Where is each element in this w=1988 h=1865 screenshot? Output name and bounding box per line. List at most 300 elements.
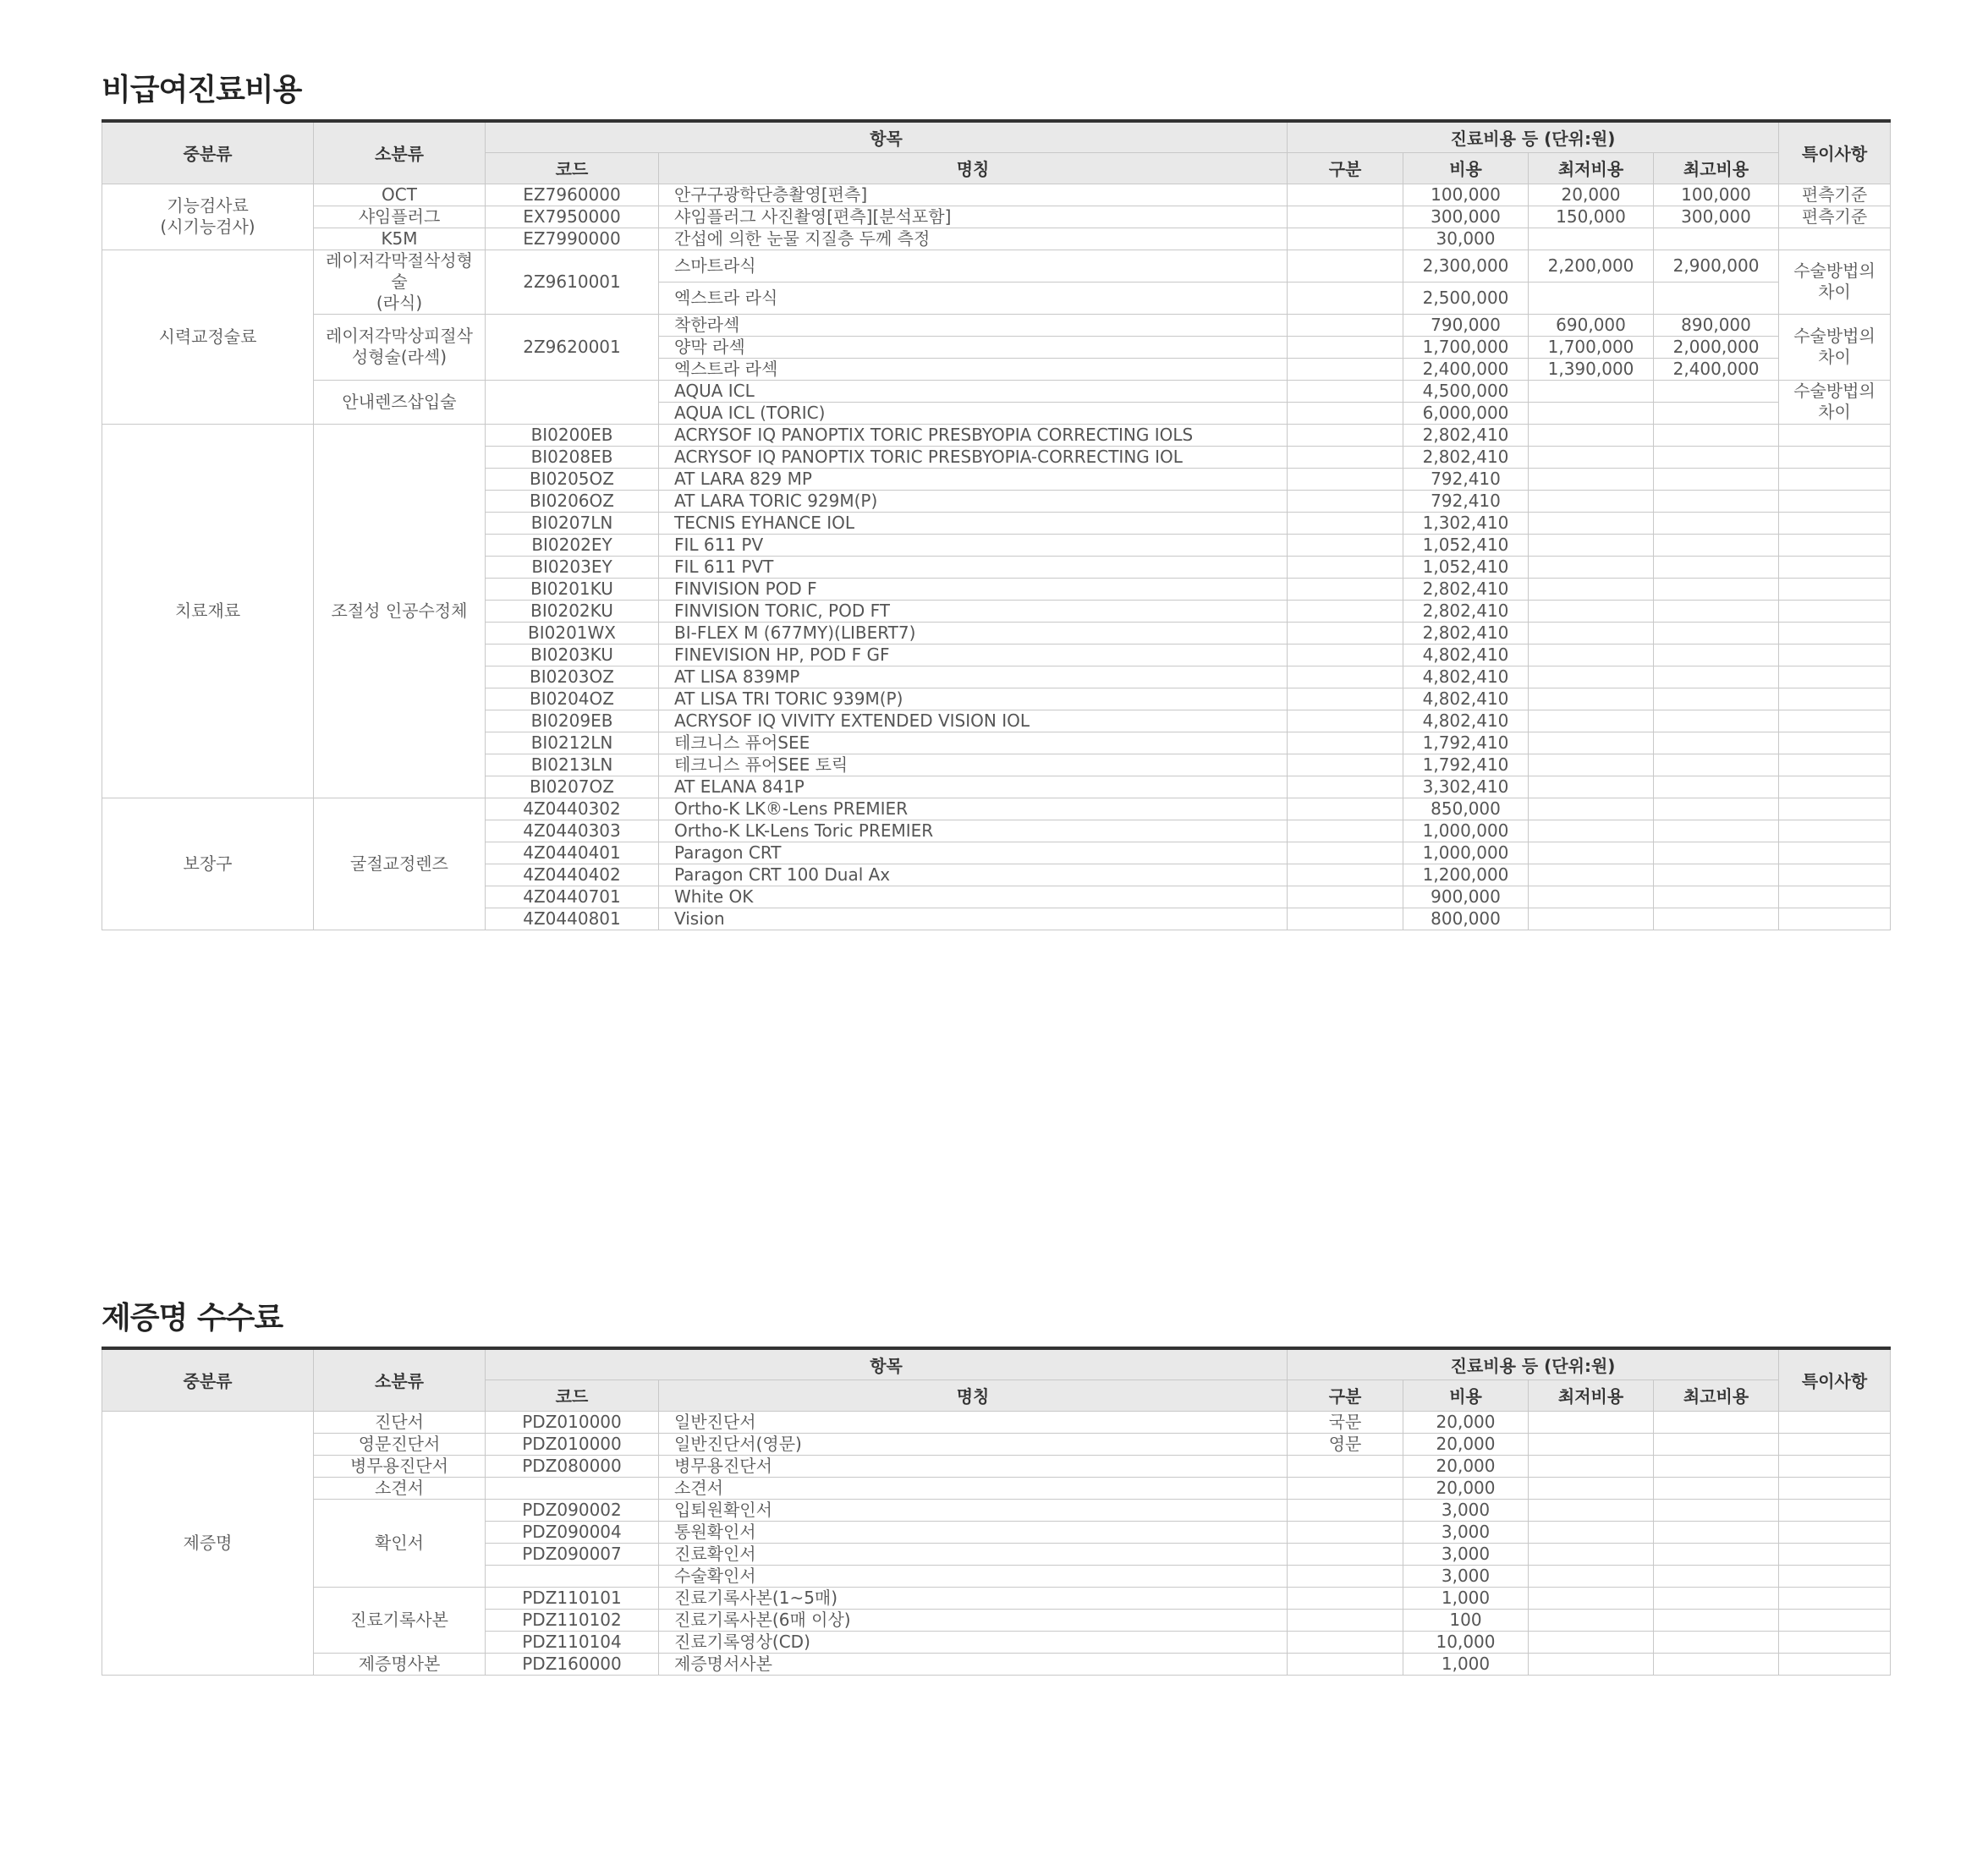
note-cell xyxy=(1779,228,1891,250)
note-cell: 수술방법의 차이 xyxy=(1779,380,1891,424)
col-header-code: 코드 xyxy=(486,1380,659,1411)
col-header-code: 코드 xyxy=(486,152,659,184)
code-cell: BI0212LN xyxy=(486,732,659,754)
max-cost-cell xyxy=(1654,490,1779,512)
table-row xyxy=(102,798,1891,820)
max-cost-cell xyxy=(1654,1609,1779,1631)
name-cell: 안구구광학단층촬영[편측] xyxy=(659,184,1288,206)
type-cell xyxy=(1288,250,1403,282)
max-cost-cell xyxy=(1654,446,1779,468)
name-cell: Paragon CRT xyxy=(659,842,1288,864)
name-cell: ACRYSOF IQ VIVITY EXTENDED VISION IOL xyxy=(659,710,1288,732)
min-cost-cell xyxy=(1529,732,1654,754)
code-cell: BI0202KU xyxy=(486,600,659,622)
note-cell: 수술방법의 차이 xyxy=(1779,314,1891,380)
cost-cell: 1,700,000 xyxy=(1403,336,1529,358)
max-cost-cell: 100,000 xyxy=(1654,184,1779,206)
code-cell xyxy=(486,1565,659,1587)
name-cell: White OK xyxy=(659,886,1288,908)
code-cell xyxy=(486,380,659,424)
min-cost-cell: 150,000 xyxy=(1529,206,1654,228)
max-cost-cell xyxy=(1654,424,1779,446)
type-cell: 영문 xyxy=(1288,1433,1403,1455)
type-cell xyxy=(1288,282,1403,314)
min-cost-cell xyxy=(1529,1653,1654,1675)
type-cell xyxy=(1288,1565,1403,1587)
max-cost-cell xyxy=(1654,1653,1779,1675)
table-row xyxy=(102,1433,1891,1455)
col-header-cost: 비용 xyxy=(1403,152,1529,184)
note-cell xyxy=(1779,1609,1891,1631)
code-cell: BI0203OZ xyxy=(486,666,659,688)
table-row xyxy=(102,314,1891,336)
note-cell xyxy=(1779,1477,1891,1499)
cost-cell: 3,000 xyxy=(1403,1521,1529,1543)
min-cost-cell xyxy=(1529,842,1654,864)
col-header-cost-group: 진료비용 등 (단위:원) xyxy=(1288,121,1779,152)
cost-cell: 3,000 xyxy=(1403,1543,1529,1565)
sub-category-cell: K5M xyxy=(314,228,486,250)
min-cost-cell xyxy=(1529,864,1654,886)
name-cell: FIL 611 PVT xyxy=(659,556,1288,578)
type-cell xyxy=(1288,468,1403,490)
type-cell xyxy=(1288,424,1403,446)
code-cell: EZ7990000 xyxy=(486,228,659,250)
name-cell: 테크니스 퓨어SEE 토릭 xyxy=(659,754,1288,776)
code-cell: 2Z9610001 xyxy=(486,250,659,314)
code-cell: BI0204OZ xyxy=(486,688,659,710)
type-cell xyxy=(1288,1543,1403,1565)
name-cell: FINVISION TORIC, POD FT xyxy=(659,600,1288,622)
cost-cell: 4,802,410 xyxy=(1403,666,1529,688)
name-cell: 스마트라식 xyxy=(659,250,1288,282)
section-title: 제증명 수수료 xyxy=(102,1301,283,1336)
non-covered-fees-table xyxy=(102,119,1891,930)
min-cost-cell xyxy=(1529,1587,1654,1609)
name-cell: Ortho-K LK®-Lens PREMIER xyxy=(659,798,1288,820)
max-cost-cell xyxy=(1654,380,1779,402)
cost-cell: 792,410 xyxy=(1403,468,1529,490)
note-cell xyxy=(1779,1521,1891,1543)
max-cost-cell xyxy=(1654,1521,1779,1543)
min-cost-cell xyxy=(1529,666,1654,688)
table-row xyxy=(102,1653,1891,1675)
min-cost-cell xyxy=(1529,1455,1654,1477)
type-cell xyxy=(1288,534,1403,556)
min-cost-cell xyxy=(1529,1631,1654,1653)
code-cell: PDZ110104 xyxy=(486,1631,659,1653)
mid-category-cell: 기능검사료 (시기능검사) xyxy=(102,184,314,250)
cost-cell: 792,410 xyxy=(1403,490,1529,512)
min-cost-cell: 1,390,000 xyxy=(1529,358,1654,380)
type-cell xyxy=(1288,864,1403,886)
col-header-sub-category: 소분류 xyxy=(314,1348,486,1411)
note-cell xyxy=(1779,1433,1891,1455)
code-cell: 4Z0440303 xyxy=(486,820,659,842)
cost-cell: 1,052,410 xyxy=(1403,556,1529,578)
code-cell: 4Z0440701 xyxy=(486,886,659,908)
sub-category-cell: 확인서 xyxy=(314,1499,486,1587)
note-cell: 편측기준 xyxy=(1779,206,1891,228)
note-cell xyxy=(1779,754,1891,776)
max-cost-cell: 300,000 xyxy=(1654,206,1779,228)
note-cell xyxy=(1779,908,1891,930)
code-cell: BI0201KU xyxy=(486,578,659,600)
note-cell xyxy=(1779,710,1891,732)
min-cost-cell xyxy=(1529,512,1654,534)
max-cost-cell xyxy=(1654,754,1779,776)
sub-category-cell: OCT xyxy=(314,184,486,206)
cost-cell: 790,000 xyxy=(1403,314,1529,336)
cost-cell: 1,052,410 xyxy=(1403,534,1529,556)
cost-cell: 3,000 xyxy=(1403,1499,1529,1521)
note-cell xyxy=(1779,820,1891,842)
code-cell: BI0208EB xyxy=(486,446,659,468)
col-header-name: 명칭 xyxy=(659,1380,1288,1411)
min-cost-cell xyxy=(1529,424,1654,446)
code-cell: BI0203KU xyxy=(486,644,659,666)
note-cell xyxy=(1779,468,1891,490)
code-cell: PDZ090002 xyxy=(486,1499,659,1521)
cost-cell: 2,500,000 xyxy=(1403,282,1529,314)
type-cell xyxy=(1288,622,1403,644)
type-cell xyxy=(1288,886,1403,908)
certificate-fees-table xyxy=(102,1347,1891,1676)
name-cell: 통원확인서 xyxy=(659,1521,1288,1543)
min-cost-cell xyxy=(1529,886,1654,908)
name-cell: ACRYSOF IQ PANOPTIX TORIC PRESBYOPIA CORRECTING IOLS xyxy=(659,424,1288,446)
max-cost-cell xyxy=(1654,622,1779,644)
name-cell: 일반진단서(영문) xyxy=(659,1433,1288,1455)
note-cell xyxy=(1779,842,1891,864)
note-cell xyxy=(1779,490,1891,512)
name-cell: 일반진단서 xyxy=(659,1411,1288,1433)
max-cost-cell xyxy=(1654,1565,1779,1587)
cost-cell: 800,000 xyxy=(1403,908,1529,930)
cost-cell: 2,400,000 xyxy=(1403,358,1529,380)
max-cost-cell xyxy=(1654,820,1779,842)
note-cell xyxy=(1779,1653,1891,1675)
name-cell: 샤임플러그 사진촬영[편측][분석포함] xyxy=(659,206,1288,228)
code-cell: BI0202EY xyxy=(486,534,659,556)
name-cell: 수술확인서 xyxy=(659,1565,1288,1587)
max-cost-cell xyxy=(1654,1455,1779,1477)
min-cost-cell xyxy=(1529,1543,1654,1565)
max-cost-cell xyxy=(1654,1631,1779,1653)
note-cell xyxy=(1779,864,1891,886)
max-cost-cell xyxy=(1654,644,1779,666)
min-cost-cell xyxy=(1529,446,1654,468)
cost-cell: 100 xyxy=(1403,1609,1529,1631)
type-cell xyxy=(1288,754,1403,776)
name-cell: FINVISION POD F xyxy=(659,578,1288,600)
name-cell: 양막 라섹 xyxy=(659,336,1288,358)
type-cell xyxy=(1288,1653,1403,1675)
cost-cell: 10,000 xyxy=(1403,1631,1529,1653)
note-cell xyxy=(1779,424,1891,446)
cost-cell: 2,802,410 xyxy=(1403,446,1529,468)
max-cost-cell xyxy=(1654,732,1779,754)
col-header-type: 구분 xyxy=(1288,1380,1403,1411)
code-cell: BI0207OZ xyxy=(486,776,659,798)
type-cell xyxy=(1288,446,1403,468)
note-cell xyxy=(1779,1565,1891,1587)
note-cell xyxy=(1779,1455,1891,1477)
code-cell: PDZ110102 xyxy=(486,1609,659,1631)
cost-cell: 1,000,000 xyxy=(1403,842,1529,864)
cost-cell: 1,792,410 xyxy=(1403,732,1529,754)
code-cell: EX7950000 xyxy=(486,206,659,228)
name-cell: 테크니스 퓨어SEE xyxy=(659,732,1288,754)
type-cell xyxy=(1288,336,1403,358)
name-cell: AT LISA 839MP xyxy=(659,666,1288,688)
min-cost-cell xyxy=(1529,228,1654,250)
code-cell: 4Z0440801 xyxy=(486,908,659,930)
max-cost-cell: 2,400,000 xyxy=(1654,358,1779,380)
type-cell xyxy=(1288,512,1403,534)
type-cell xyxy=(1288,842,1403,864)
max-cost-cell xyxy=(1654,842,1779,864)
name-cell: BI-FLEX M (677MY)(LIBERT7) xyxy=(659,622,1288,644)
type-cell xyxy=(1288,908,1403,930)
type-cell xyxy=(1288,666,1403,688)
max-cost-cell xyxy=(1654,688,1779,710)
name-cell: FIL 611 PV xyxy=(659,534,1288,556)
max-cost-cell xyxy=(1654,402,1779,424)
min-cost-cell xyxy=(1529,402,1654,424)
min-cost-cell xyxy=(1529,776,1654,798)
type-cell xyxy=(1288,578,1403,600)
cost-cell: 20,000 xyxy=(1403,1411,1529,1433)
code-cell: EZ7960000 xyxy=(486,184,659,206)
max-cost-cell xyxy=(1654,1433,1779,1455)
type-cell xyxy=(1288,1455,1403,1477)
type-cell xyxy=(1288,314,1403,336)
note-cell xyxy=(1779,556,1891,578)
note-cell xyxy=(1779,1587,1891,1609)
min-cost-cell xyxy=(1529,1411,1654,1433)
max-cost-cell: 2,000,000 xyxy=(1654,336,1779,358)
name-cell: 간섭에 의한 눈물 지질층 두께 측정 xyxy=(659,228,1288,250)
name-cell: AQUA ICL (TORIC) xyxy=(659,402,1288,424)
sub-category-cell: 안내렌즈삽입술 xyxy=(314,380,486,424)
col-header-item: 항목 xyxy=(486,121,1288,152)
name-cell: 제증명서사본 xyxy=(659,1653,1288,1675)
name-cell: AT ELANA 841P xyxy=(659,776,1288,798)
type-cell xyxy=(1288,1521,1403,1543)
table-row xyxy=(102,1499,1891,1521)
code-cell xyxy=(486,1477,659,1499)
cost-cell: 2,802,410 xyxy=(1403,578,1529,600)
max-cost-cell xyxy=(1654,886,1779,908)
type-cell xyxy=(1288,228,1403,250)
note-cell xyxy=(1779,798,1891,820)
code-cell: BI0206OZ xyxy=(486,490,659,512)
note-cell xyxy=(1779,578,1891,600)
cost-cell: 4,802,410 xyxy=(1403,710,1529,732)
min-cost-cell xyxy=(1529,1565,1654,1587)
type-cell: 국문 xyxy=(1288,1411,1403,1433)
code-cell: BI0209EB xyxy=(486,710,659,732)
code-cell: 4Z0440402 xyxy=(486,864,659,886)
name-cell: ACRYSOF IQ PANOPTIX TORIC PRESBYOPIA-CORRECTING IOL xyxy=(659,446,1288,468)
cost-cell: 1,792,410 xyxy=(1403,754,1529,776)
cost-cell: 100,000 xyxy=(1403,184,1529,206)
type-cell xyxy=(1288,1609,1403,1631)
type-cell xyxy=(1288,820,1403,842)
min-cost-cell xyxy=(1529,468,1654,490)
min-cost-cell xyxy=(1529,908,1654,930)
note-cell xyxy=(1779,886,1891,908)
min-cost-cell xyxy=(1529,798,1654,820)
mid-category-cell: 제증명 xyxy=(102,1411,314,1675)
col-header-type: 구분 xyxy=(1288,152,1403,184)
max-cost-cell xyxy=(1654,228,1779,250)
sub-category-cell: 진료기록사본 xyxy=(314,1587,486,1653)
table-row xyxy=(102,1411,1891,1433)
type-cell xyxy=(1288,1477,1403,1499)
min-cost-cell xyxy=(1529,1521,1654,1543)
mid-category-cell: 치료재료 xyxy=(102,424,314,798)
cost-cell: 6,000,000 xyxy=(1403,402,1529,424)
cost-cell: 2,802,410 xyxy=(1403,600,1529,622)
max-cost-cell xyxy=(1654,556,1779,578)
cost-cell: 900,000 xyxy=(1403,886,1529,908)
note-cell xyxy=(1779,600,1891,622)
cost-cell: 4,500,000 xyxy=(1403,380,1529,402)
col-header-max-cost: 최고비용 xyxy=(1654,152,1779,184)
code-cell: PDZ010000 xyxy=(486,1433,659,1455)
note-cell xyxy=(1779,1543,1891,1565)
cost-cell: 1,000,000 xyxy=(1403,820,1529,842)
note-cell xyxy=(1779,688,1891,710)
note-cell xyxy=(1779,534,1891,556)
max-cost-cell xyxy=(1654,1587,1779,1609)
code-cell: 4Z0440302 xyxy=(486,798,659,820)
sub-category-cell: 영문진단서 xyxy=(314,1433,486,1455)
note-cell xyxy=(1779,666,1891,688)
code-cell: 4Z0440401 xyxy=(486,842,659,864)
min-cost-cell xyxy=(1529,534,1654,556)
code-cell: BI0213LN xyxy=(486,754,659,776)
cost-cell: 2,802,410 xyxy=(1403,424,1529,446)
max-cost-cell: 890,000 xyxy=(1654,314,1779,336)
col-header-item: 항목 xyxy=(486,1348,1288,1380)
col-header-cost: 비용 xyxy=(1403,1380,1529,1411)
type-cell xyxy=(1288,688,1403,710)
sub-category-cell: 레이저각막상피절삭 성형술(라섹) xyxy=(314,314,486,380)
cost-cell: 4,802,410 xyxy=(1403,644,1529,666)
table-row xyxy=(102,206,1891,228)
max-cost-cell xyxy=(1654,798,1779,820)
col-header-sub-category: 소분류 xyxy=(314,121,486,184)
max-cost-cell xyxy=(1654,908,1779,930)
name-cell: FINEVISION HP, POD F GF xyxy=(659,644,1288,666)
sub-category-cell: 조절성 인공수정체 xyxy=(314,424,486,798)
min-cost-cell xyxy=(1529,820,1654,842)
col-header-min-cost: 최저비용 xyxy=(1529,1380,1654,1411)
code-cell: BI0201WX xyxy=(486,622,659,644)
code-cell: BI0207LN xyxy=(486,512,659,534)
col-header-mid-category: 중분류 xyxy=(102,1348,314,1411)
type-cell xyxy=(1288,732,1403,754)
max-cost-cell xyxy=(1654,600,1779,622)
min-cost-cell xyxy=(1529,578,1654,600)
note-cell xyxy=(1779,732,1891,754)
cost-cell: 1,000 xyxy=(1403,1587,1529,1609)
code-cell: PDZ090004 xyxy=(486,1521,659,1543)
cost-cell: 2,300,000 xyxy=(1403,250,1529,282)
name-cell: 진료기록사본(6매 이상) xyxy=(659,1609,1288,1631)
code-cell: BI0200EB xyxy=(486,424,659,446)
type-cell xyxy=(1288,776,1403,798)
type-cell xyxy=(1288,1587,1403,1609)
max-cost-cell xyxy=(1654,864,1779,886)
code-cell: PDZ090007 xyxy=(486,1543,659,1565)
max-cost-cell xyxy=(1654,666,1779,688)
min-cost-cell xyxy=(1529,754,1654,776)
cost-cell: 20,000 xyxy=(1403,1477,1529,1499)
name-cell: AT LISA TRI TORIC 939M(P) xyxy=(659,688,1288,710)
note-cell xyxy=(1779,776,1891,798)
name-cell: 엑스트라 라식 xyxy=(659,282,1288,314)
table-row xyxy=(102,1587,1891,1609)
table-row xyxy=(102,1477,1891,1499)
table-row xyxy=(102,1455,1891,1477)
name-cell: 진료기록영상(CD) xyxy=(659,1631,1288,1653)
col-header-name: 명칭 xyxy=(659,152,1288,184)
col-header-note: 특이사항 xyxy=(1779,121,1891,184)
section-title: 비급여진료비용 xyxy=(102,73,302,107)
name-cell: Vision xyxy=(659,908,1288,930)
min-cost-cell xyxy=(1529,622,1654,644)
note-cell xyxy=(1779,1499,1891,1521)
code-cell: BI0203EY xyxy=(486,556,659,578)
name-cell: 병무용진단서 xyxy=(659,1455,1288,1477)
cost-cell: 4,802,410 xyxy=(1403,688,1529,710)
note-cell xyxy=(1779,512,1891,534)
type-cell xyxy=(1288,184,1403,206)
sub-category-cell: 굴절교정렌즈 xyxy=(314,798,486,930)
name-cell: AT LARA TORIC 929M(P) xyxy=(659,490,1288,512)
type-cell xyxy=(1288,556,1403,578)
cost-cell: 1,000 xyxy=(1403,1653,1529,1675)
cost-cell: 3,302,410 xyxy=(1403,776,1529,798)
min-cost-cell xyxy=(1529,556,1654,578)
name-cell: 소견서 xyxy=(659,1477,1288,1499)
type-cell xyxy=(1288,600,1403,622)
sub-category-cell: 제증명사본 xyxy=(314,1653,486,1675)
min-cost-cell: 2,200,000 xyxy=(1529,250,1654,282)
cost-cell: 3,000 xyxy=(1403,1565,1529,1587)
table-row xyxy=(102,380,1891,402)
type-cell xyxy=(1288,644,1403,666)
max-cost-cell: 2,900,000 xyxy=(1654,250,1779,282)
note-cell xyxy=(1779,622,1891,644)
max-cost-cell xyxy=(1654,776,1779,798)
code-cell: PDZ110101 xyxy=(486,1587,659,1609)
max-cost-cell xyxy=(1654,534,1779,556)
type-cell xyxy=(1288,798,1403,820)
code-cell: PDZ160000 xyxy=(486,1653,659,1675)
max-cost-cell xyxy=(1654,1411,1779,1433)
min-cost-cell: 690,000 xyxy=(1529,314,1654,336)
note-cell: 편측기준 xyxy=(1779,184,1891,206)
name-cell: Paragon CRT 100 Dual Ax xyxy=(659,864,1288,886)
min-cost-cell: 1,700,000 xyxy=(1529,336,1654,358)
col-header-note: 특이사항 xyxy=(1779,1348,1891,1411)
min-cost-cell xyxy=(1529,1477,1654,1499)
